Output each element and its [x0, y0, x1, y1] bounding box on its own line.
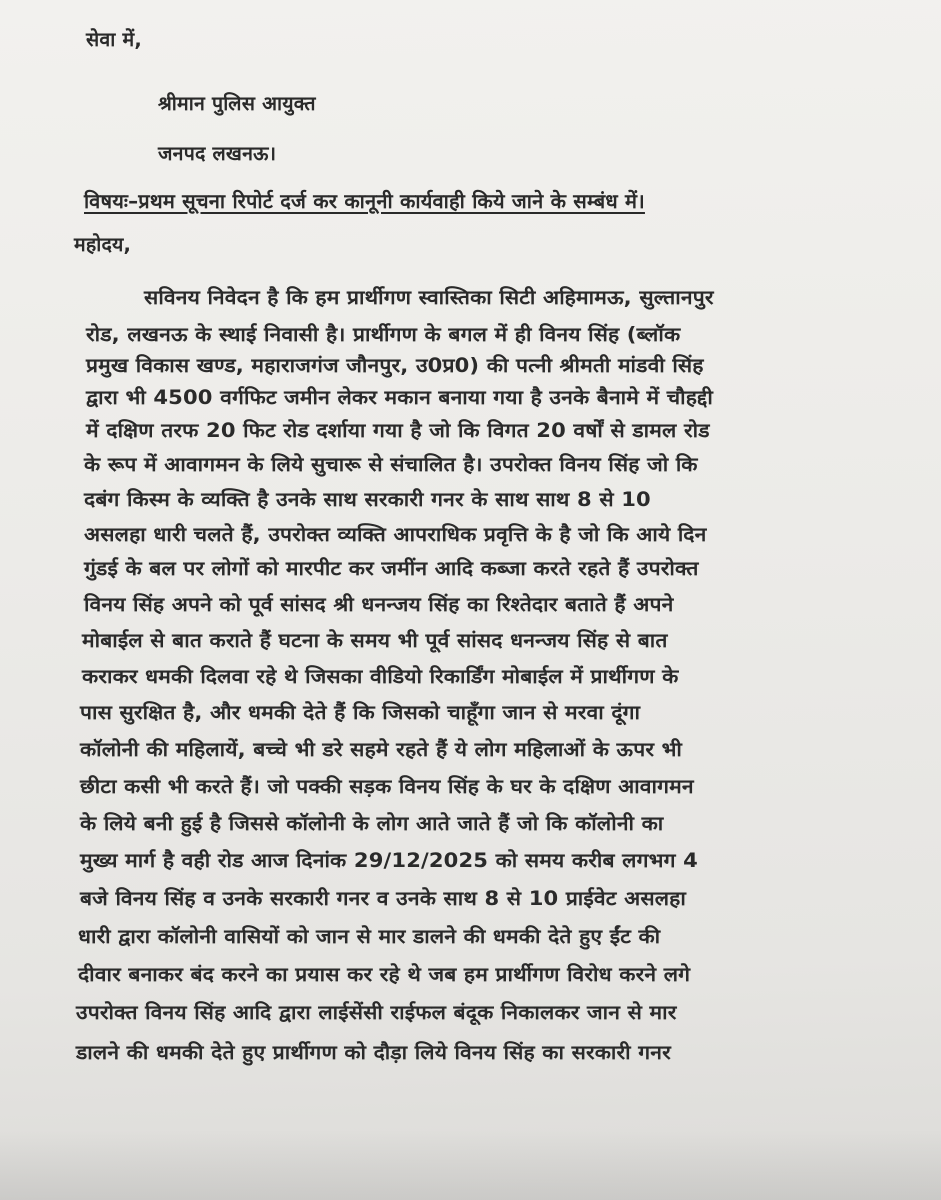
body-line: मुख्य मार्ग है वही रोड आज दिनांक 29/12/2025 को समय करीब लगभग 4 — [80, 849, 698, 872]
body-line: धारी द्वारा कॉलोनी वासियों को जान से मार डालने की धमकी देते हुए ईंट की — [78, 925, 661, 948]
subject-line: विषयः–प्रथम सूचना रिपोर्ट दर्ज कर कानूनी कार्यवाही किये जाने के सम्बंध में। — [84, 189, 645, 213]
salutation-to: सेवा में, — [86, 28, 142, 51]
body-line: कॉलोनी की महिलायें, बच्चे भी डरे सहमे रहते हैं ये लोग महिलाओं के ऊपर भी — [80, 738, 683, 761]
body-line: के लिये बनी हुई है जिससे कॉलोनी के लोग आते जाते हैं जो कि कॉलोनी का — [80, 812, 664, 835]
body-line: मोबाईल से बात कराते हैं घटना के समय भी पूर्व सांसद धनन्जय सिंह से बात — [82, 629, 668, 652]
body-line: गुंडई के बल पर लोगों को मारपीट कर जमींन आदि कब्जा करते रहते हैं उपरोक्त — [84, 557, 699, 580]
greeting: महोदय, — [74, 233, 132, 256]
body-line: डालने की धमकी देते हुए प्रार्थीगण को दौड़ा लिये विनय सिंह का सरकारी गनर — [76, 1041, 671, 1064]
body-line: उपरोक्त विनय सिंह आदि द्वारा लाईसेंसी राईफल बंदूक निकालकर जान से मार — [76, 1001, 677, 1024]
body-line: पास सुरक्षित है, और धमकी देते हैं कि जिसको चाहूँगा जान से मरवा दूंगा — [80, 701, 641, 724]
body-line: कराकर धमकी दिलवा रहे थे जिसका वीडियो रिकार्डिंग मोबाईल में प्रार्थीगण के — [82, 665, 679, 688]
body-line: छीटा कसी भी करते हैं। जो पक्की सड़क विनय सिंह के घर के दक्षिण आवागमन — [80, 775, 694, 798]
body-line: प्रमुख विकास खण्ड, महाराजगंज जौनपुर, उ0प्र0) की पत्नी श्रीमती मांडवी सिंह — [86, 354, 704, 377]
page-bottom-shadow — [0, 1130, 941, 1200]
body-line: में दक्षिण तरफ 20 फिट रोड दर्शाया गया है जो कि विगत 20 वर्षों से डामल रोड — [86, 419, 710, 442]
body-line: के रूप में आवागमन के लिये सुचारू से संचालित है। उपरोक्त विनय सिंह जो कि — [84, 453, 698, 476]
addressee-line2: जनपद लखनऊ। — [158, 142, 277, 165]
body-line: विनय सिंह अपने को पूर्व सांसद श्री धनन्जय सिंह का रिश्तेदार बताते हैं अपने — [84, 593, 674, 616]
body-line: दबंग किस्म के व्यक्ति है उनके साथ सरकारी गनर के साथ साथ 8 से 10 — [84, 488, 651, 511]
body-line: बजे विनय सिंह व उनके सरकारी गनर व उनके साथ 8 से 10 प्राईवेट असलहा — [80, 887, 686, 910]
body-line: असलहा धारी चलते हैं, उपरोक्त व्यक्ति आपराधिक प्रवृत्ति के है जो कि आये दिन — [84, 523, 707, 546]
addressee-line1: श्रीमान पुलिस आयुक्त — [158, 92, 316, 115]
body-line: रोड, लखनऊ के स्थाई निवासी है। प्रार्थीगण के बगल में ही विनय सिंह (ब्लॉक — [86, 323, 681, 346]
body-line: सविनय निवेदन है कि हम प्रार्थीगण स्वास्तिका सिटी अहिमामऊ, सुल्तानपुर — [144, 286, 714, 309]
body-line: दीवार बनाकर बंद करने का प्रयास कर रहे थे जब हम प्रार्थीगण विरोध करने लगे — [78, 963, 691, 986]
body-line: द्वारा भी 4500 वर्गफिट जमीन लेकर मकान बनाया गया है उनके बैनामे में चौहद्दी — [86, 386, 713, 409]
